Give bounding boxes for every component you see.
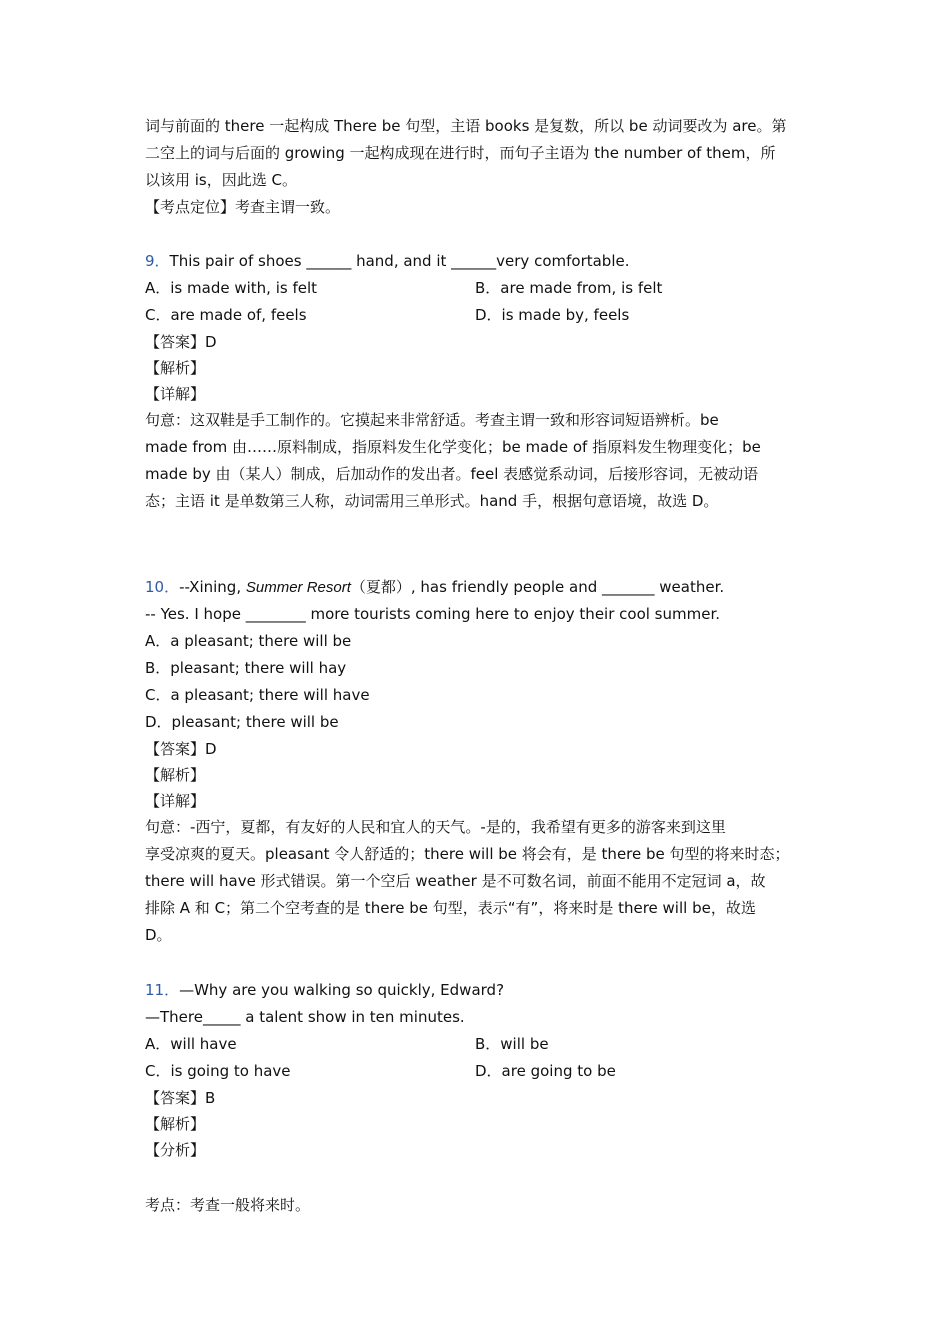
q10-number: 10． xyxy=(145,578,180,596)
q10-option-d: D．pleasant; there will be xyxy=(145,713,339,731)
intro-line-3: 以该用 is，因此选 C。 xyxy=(145,171,297,189)
q9-explanation-4: 态；主语 it 是单数第三人称，动词需用三单形式。hand 手，根据句意语境，故选 D。 xyxy=(145,492,719,510)
q10-explanation-3: there will have 形式错误。第一个空后 weather 是不可数名词，前面不能用不定冠词 a，故 xyxy=(145,872,766,890)
q10-explanation-5: D。 xyxy=(145,926,172,944)
q9-options-row-2 xyxy=(145,305,810,325)
q10-stem-emphasis: Summer Resort xyxy=(245,579,351,596)
document-page xyxy=(145,0,810,1344)
q10-stem-2: -- Yes. I hope ________ more tourists coming here to enjoy their cool summer. xyxy=(145,605,721,623)
q9-stem: This pair of shoes ______ hand, and it ______very comfortable. xyxy=(169,252,630,270)
q10-stem-pre: --Xining, xyxy=(179,578,246,596)
q9-explanation-2: made from 由……原料制成，指原料发生化学变化；be made of 指原料发生物理变化；be xyxy=(145,438,761,456)
q10-detail-label: 【详解】 xyxy=(145,792,206,810)
q11-option-c: C．is going to have xyxy=(145,1062,291,1080)
q11-option-d: D．are going to be xyxy=(475,1062,616,1080)
q9-option-b: B．are made from, is felt xyxy=(475,279,663,297)
q10-option-a: A．a pleasant; there will be xyxy=(145,632,352,650)
intro-line-2: 二空上的词与后面的 growing 一起构成现在进行时，而句子主语为 the number of them，所 xyxy=(145,144,776,162)
q10-stem-post: （夏都）, has friendly people and _______ weather. xyxy=(350,578,725,596)
q11-key-point: 考点：考查一般将来时。 xyxy=(145,1196,311,1214)
q10-option-c: C．a pleasant; there will have xyxy=(145,686,370,704)
q10-answer: 【答案】D xyxy=(145,740,217,758)
q9-options-row-1 xyxy=(145,278,810,298)
q9-explanation-3: made by 由（某人）制成，后加动作的发出者。feel 表感觉系动词，后接形容词，无被动语 xyxy=(145,465,759,483)
intro-line-1: 词与前面的 there 一起构成 There be 句型，主语 books 是复数，所以 be 动词要改为 are。第 xyxy=(145,117,787,135)
q11-stem-line xyxy=(145,980,810,1000)
q11-options-row-1 xyxy=(145,1034,810,1054)
q11-number: 11． xyxy=(145,981,180,999)
q11-option-b: B．will be xyxy=(475,1035,549,1053)
q9-answer: 【答案】D xyxy=(145,333,217,351)
q10-analysis-label: 【解析】 xyxy=(145,766,206,784)
q11-option-a: A．will have xyxy=(145,1035,237,1053)
q9-stem-line xyxy=(145,251,810,271)
q10-option-b: B．pleasant; there will hay xyxy=(145,659,347,677)
q11-answer: 【答案】B xyxy=(145,1089,216,1107)
q10-explanation-4: 排除 A 和 C；第二个空考查的是 there be 句型，表示“有”，将来时是 there will be，故选 xyxy=(145,899,756,917)
q9-option-a: A．is made with, is felt xyxy=(145,279,318,297)
q9-explanation-1: 句意：这双鞋是手工制作的。它摸起来非常舒适。考查主谓一致和形容词短语辨析。be xyxy=(145,411,719,429)
intro-key-point: 【考点定位】考查主谓一致。 xyxy=(145,198,341,216)
q10-explanation-2: 享受凉爽的夏天。pleasant 令人舒适的；there will be 将会有，是 there be 句型的将来时态； xyxy=(145,845,790,863)
q9-number: 9． xyxy=(145,252,170,270)
q9-analysis-label: 【解析】 xyxy=(145,359,206,377)
q11-fenxi-label: 【分析】 xyxy=(145,1141,206,1159)
q11-stem-2: —There_____ a talent show in ten minutes. xyxy=(145,1008,465,1026)
q10-explanation-1: 句意：-西宁，夏都，有友好的人民和宜人的天气。-是的，我希望有更多的游客来到这里 xyxy=(145,818,726,836)
q10-stem-line xyxy=(145,577,810,598)
q9-detail-label: 【详解】 xyxy=(145,385,206,403)
q9-option-c: C．are made of, feels xyxy=(145,306,307,324)
q9-option-d: D．is made by, feels xyxy=(475,306,630,324)
q11-stem: —Why are you walking so quickly, Edward? xyxy=(179,981,505,999)
q11-analysis-label: 【解析】 xyxy=(145,1115,206,1133)
q11-options-row-2 xyxy=(145,1061,810,1081)
